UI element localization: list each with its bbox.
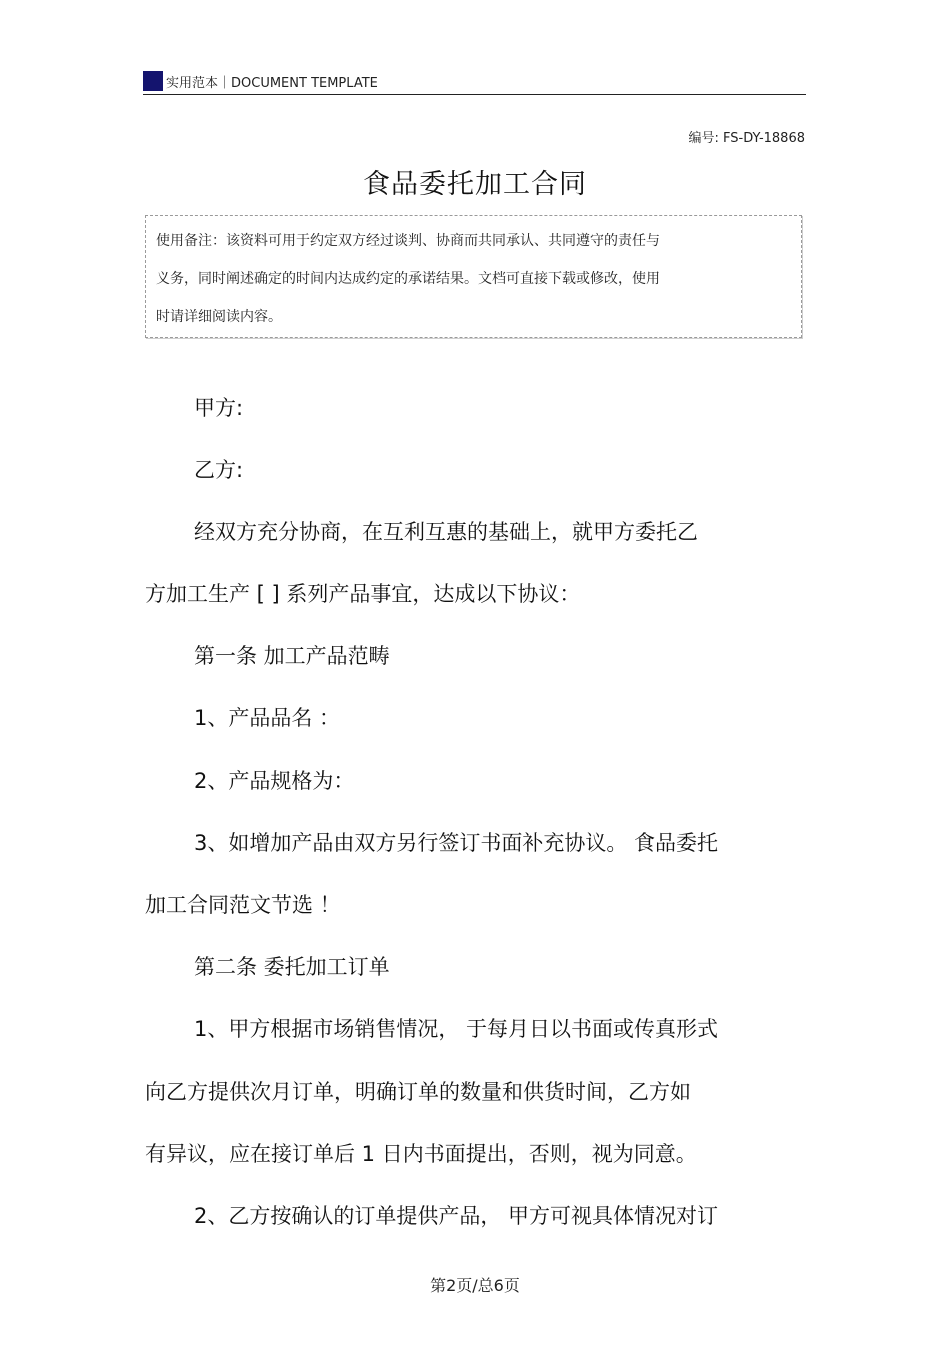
header-label: 实用范本｜DOCUMENT TEMPLATE [166, 76, 378, 91]
header-logo-square [143, 71, 163, 91]
usage-note-line: 使用备注：该资料可用于约定双方经过谈判、协商而共同承认、共同遵守的责任与 [156, 233, 660, 249]
document-number: 编号: FS-DY-18868 [688, 131, 805, 146]
page-counter: 第2页/总6页 [430, 1276, 520, 1295]
usage-note-box [145, 215, 802, 338]
list-item: 1、甲方根据市场销售情况， 于每月日以书面或传真形式 [194, 1017, 719, 1041]
usage-note-line: 时请详细阅读内容。 [156, 309, 282, 325]
document-header [143, 68, 806, 95]
body-paragraph-line: 加工合同范文节选 ！ [145, 893, 341, 917]
article-heading: 第一条 加工产品范畴 [194, 644, 390, 668]
body-paragraph-line: 方加工生产 [ ] 系列产品事宜，达成以下协议： [145, 582, 581, 606]
page-title: 食品委托加工合同 [363, 169, 587, 200]
body-paragraph-line: 向乙方提供次月订单，明确订单的数量和供货时间，乙方如 [145, 1080, 691, 1104]
body-paragraph-line: 有异议，应在接订单后 1 日内书面提出，否则，视为同意。 [145, 1142, 697, 1166]
article-heading: 第二条 委托加工订单 [194, 955, 390, 979]
list-item: 2、乙方按确认的订单提供产品， 甲方可视具体情况对订 [194, 1204, 719, 1228]
list-item: 3、如增加产品由双方另行签订书面补充协议。 食品委托 [194, 831, 719, 855]
body-paragraph-line: 经双方充分协商，在互利互惠的基础上，就甲方委托乙 [194, 520, 698, 544]
list-item: 2、产品规格为： [194, 769, 355, 793]
party-a-line: 甲方: [194, 396, 244, 420]
party-b-line: 乙方: [194, 458, 244, 482]
list-item: 1、产品品名 ： [194, 706, 341, 730]
usage-note-line: 义务，同时阐述确定的时间内达成约定的承诺结果。文档可直接下载或修改，使用 [156, 271, 660, 287]
